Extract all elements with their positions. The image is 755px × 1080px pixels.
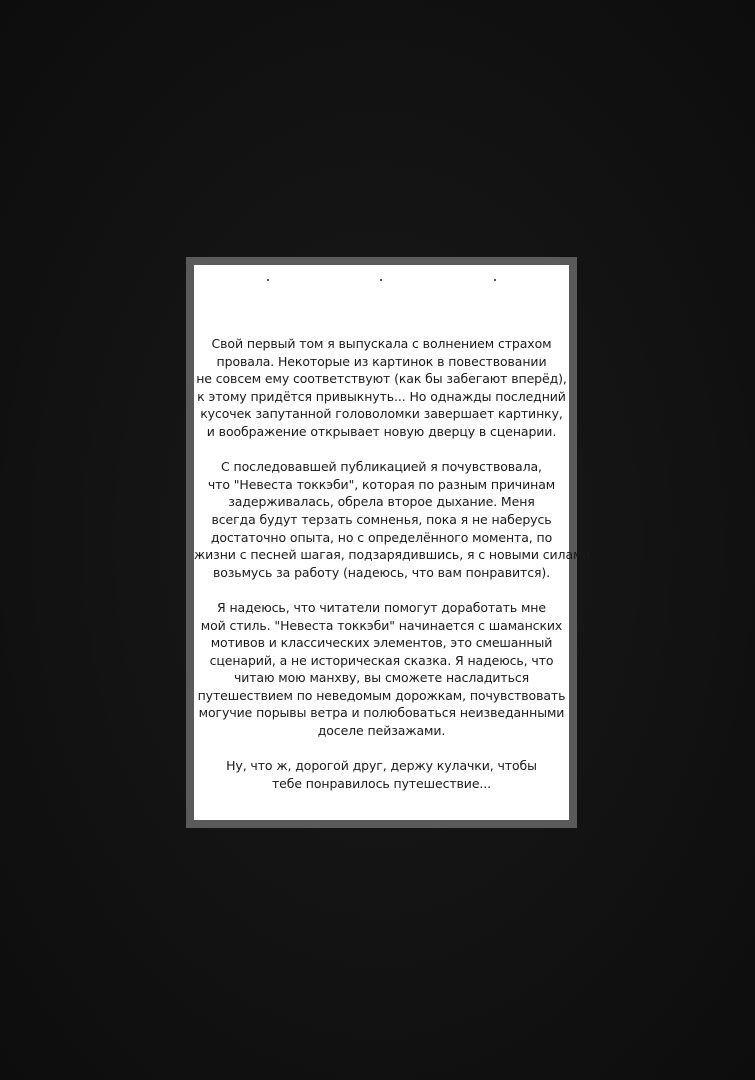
text-line: Я надеюсь, что читатели помогут доработать мне [217, 599, 546, 615]
text-line: могучие порывы ветра и полюбоваться неизведанными [198, 705, 565, 721]
text-line: Ну, что ж, дорогой друг, держу кулачки, чтобы [226, 758, 537, 774]
text-line: доселе пейзажами. [317, 723, 446, 739]
text-line: путешествием по неведомым дорожкам, почувствовать [197, 687, 566, 703]
text-line: тебе понравилось путешествие... [271, 775, 492, 791]
text-line: достаточно опыта, но с определённого момента, по [210, 529, 553, 545]
text-line: мотивов и классических элементов, это смешанный [210, 635, 553, 651]
text-line: что "Невеста токкэби", которая по разным причинам [207, 476, 556, 492]
text-line: не совсем ему соответствуют (как бы забегают вперёд), [196, 371, 567, 387]
text-line: и воображение открывает новую дверцу в сценарии. [206, 423, 557, 439]
dot-ornament [494, 279, 496, 281]
text-line: возьмусь за работу (надеюсь, что вам понравится). [212, 564, 551, 580]
dot-ornament [380, 279, 382, 281]
dot-ornament [267, 279, 269, 281]
paragraph-4 [194, 757, 569, 792]
text-line: провала. Некоторые из картинок в повествовании [216, 353, 547, 369]
afterword-page [194, 265, 591, 820]
text-line: кусочек запутанной головоломки завершает картинку, [200, 406, 563, 422]
text-line: читаю мою манхву, вы сможете насладиться [233, 670, 530, 686]
text-line: жизни с песней шагая, подзарядившись, я с новыми силами [194, 547, 591, 563]
paragraph-1 [194, 335, 569, 441]
text-line: задерживалась, обрела второе дыхание. Меня [228, 494, 535, 510]
paragraph-2 [194, 458, 591, 581]
decorative-dots [194, 279, 569, 285]
text-line: к этому придётся привыкнуть... Но однажды последний [197, 388, 566, 404]
afterword-text [194, 335, 591, 810]
text-line: сценарий, а не историческая сказка. Я надеюсь, что [209, 652, 554, 668]
afterword-frame [186, 257, 591, 828]
text-line: С последовавшей публикацией я почувствовала, [221, 459, 542, 475]
text-line: Свой первый том я выпускала с волнением страхом [211, 336, 552, 351]
text-line: всегда будут терзать сомненья, пока я не наберусь [211, 511, 552, 527]
paragraph-3 [194, 599, 569, 740]
text-line: мой стиль. "Невеста токкэби" начинается с шаманских [200, 617, 563, 633]
